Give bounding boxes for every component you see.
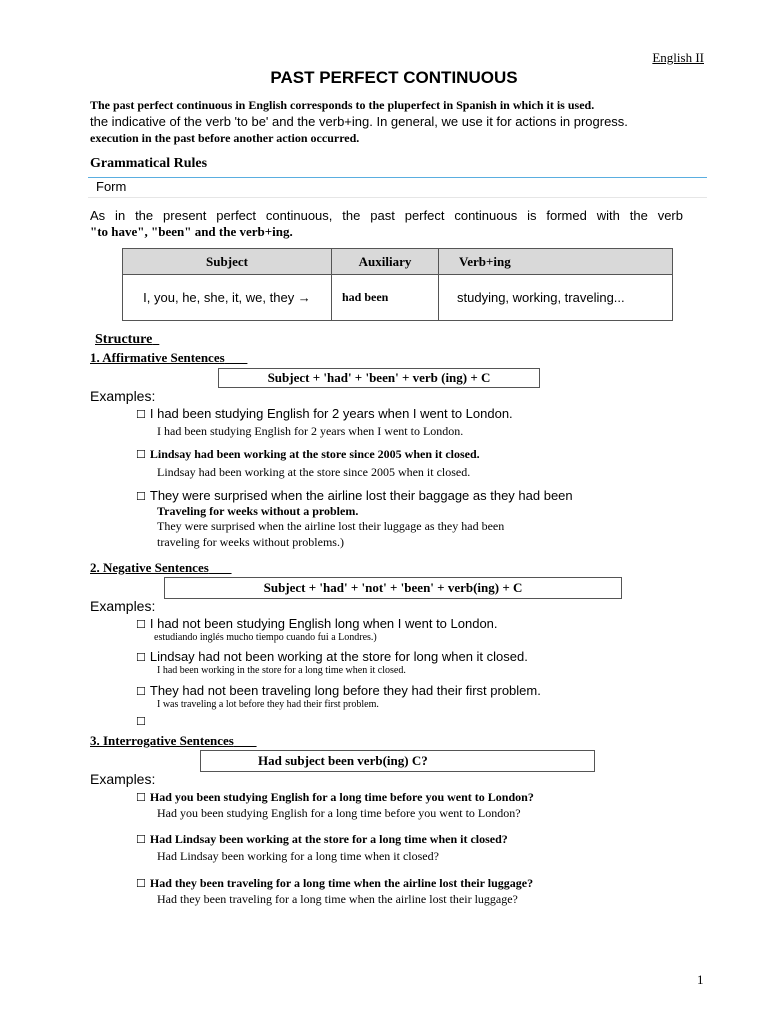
checkbox-icon: ☐ [136, 715, 146, 728]
heading-rule [88, 177, 707, 178]
table-row [123, 275, 673, 321]
affirmative-example-1: ☐ I had been studying English for 2 years when I went to London. [136, 406, 513, 421]
checkbox-icon: ☐ [136, 448, 146, 461]
affirmative-example-3-translation-1: They were surprised when the airline lost their luggage as they had been [157, 519, 505, 533]
checkbox-icon: ☐ [136, 651, 146, 664]
intro-line-1: The past perfect continuous in English corresponds to the pluperfect in Spanish in which it is used. [90, 98, 595, 112]
negative-examples-label: Examples: [90, 598, 156, 614]
affirmative-heading: 1. Affirmative Sentences [90, 350, 225, 365]
table-header-cell: Verb+ing [439, 249, 673, 275]
checkbox-icon: ☐ [136, 791, 146, 804]
interrogative-example-1: ☐ Had you been studying English for a long time before you went to London? [136, 790, 534, 804]
interrogative-heading: 3. Interrogative Sentences [90, 733, 234, 748]
table-cell: had been [332, 275, 439, 321]
affirmative-example-2-translation: Lindsay had been working at the store since 2005 when it closed. [157, 465, 471, 479]
negative-example-3-translation: I was traveling a lot before they had their first problem. [157, 699, 379, 710]
interrogative-formula-box: Had subject been verb(ing) C? [200, 750, 595, 772]
affirmative-example-1-translation: I had been studying English for 2 years when I went to London. [157, 424, 464, 438]
interrogative-example-3-translation: Had they been traveling for a long time when the airline lost their luggage? [157, 892, 518, 906]
page-number: 1 [697, 972, 704, 987]
affirmative-formula-box: Subject + 'had' + 'been' + verb (ing) + C [218, 368, 540, 388]
negative-example-2: ☐ Lindsay had not been working at the store for long when it closed. [136, 649, 528, 664]
course-label: English II [652, 50, 704, 65]
affirmative-example-2: ☐ Lindsay had been working at the store since 2005 when it closed. [136, 447, 480, 461]
form-paragraph-line-1: As in the present perfect continuous, the past perfect continuous is formed with the verb [90, 208, 683, 223]
table-header-cell: Auxiliary [332, 249, 439, 275]
checkbox-icon: ☐ [136, 833, 146, 846]
affirmative-example-3: ☐ They were surprised when the airline lost their baggage as they had been [136, 488, 573, 503]
negative-example-2-translation: I had been working in the store for a long time when it closed. [157, 665, 406, 676]
table-header-cell: Subject [123, 249, 332, 275]
intro-line-2: the indicative of the verb 'to be' and the verb+ing. In general, we use it for actions in progress. [90, 114, 628, 129]
interrogative-example-3: ☐ Had they been traveling for a long time when the airline lost their luggage? [136, 876, 534, 890]
checkbox-icon: ☐ [136, 877, 146, 890]
interrogative-example-2: ☐ Had Lindsay been working at the store for a long time when it closed? [136, 832, 508, 846]
form-table [122, 248, 673, 321]
affirmative-example-3-continuation: Traveling for weeks without a problem. [157, 504, 359, 518]
empty-bullet [136, 712, 150, 730]
grammatical-rules-heading: Grammatical Rules [90, 156, 208, 171]
table-header-row [123, 249, 673, 275]
affirmative-examples-label: Examples: [90, 388, 156, 404]
form-paragraph-line-2: "to have", "been" and the verb+ing. [90, 224, 293, 239]
form-label: Form [96, 179, 127, 194]
checkbox-icon: ☐ [136, 408, 146, 421]
negative-example-1: ☐ I had not been studying English long when I went to London. [136, 616, 498, 631]
form-rule [88, 197, 707, 198]
interrogative-example-1-translation: Had you been studying English for a long time before you went to London? [157, 806, 521, 820]
interrogative-examples-label: Examples: [90, 771, 156, 787]
interrogative-example-2-translation: Had Lindsay been working for a long time when it closed? [157, 849, 439, 863]
structure-heading: Structure [95, 332, 153, 347]
negative-heading: 2. Negative Sentences [90, 560, 209, 575]
table-cell: I, you, he, she, it, we, they → [123, 275, 332, 321]
table-cell: studying, working, traveling... [439, 275, 673, 321]
negative-example-1-translation: estudiando inglés mucho tiempo cuando fui a Londres.) [154, 632, 377, 643]
negative-example-3: ☐ They had not been traveling long before they had their first problem. [136, 683, 541, 698]
page-title: PAST PERFECT CONTINUOUS [270, 68, 518, 87]
negative-formula-box: Subject + 'had' + 'not' + 'been' + verb(ing) + C [164, 577, 622, 599]
checkbox-icon: ☐ [136, 618, 146, 631]
checkbox-icon: ☐ [136, 685, 146, 698]
checkbox-icon: ☐ [136, 490, 146, 503]
intro-line-3: execution in the past before another action occurred. [90, 131, 360, 145]
affirmative-example-3-translation-2: traveling for weeks without problems.) [157, 535, 344, 549]
